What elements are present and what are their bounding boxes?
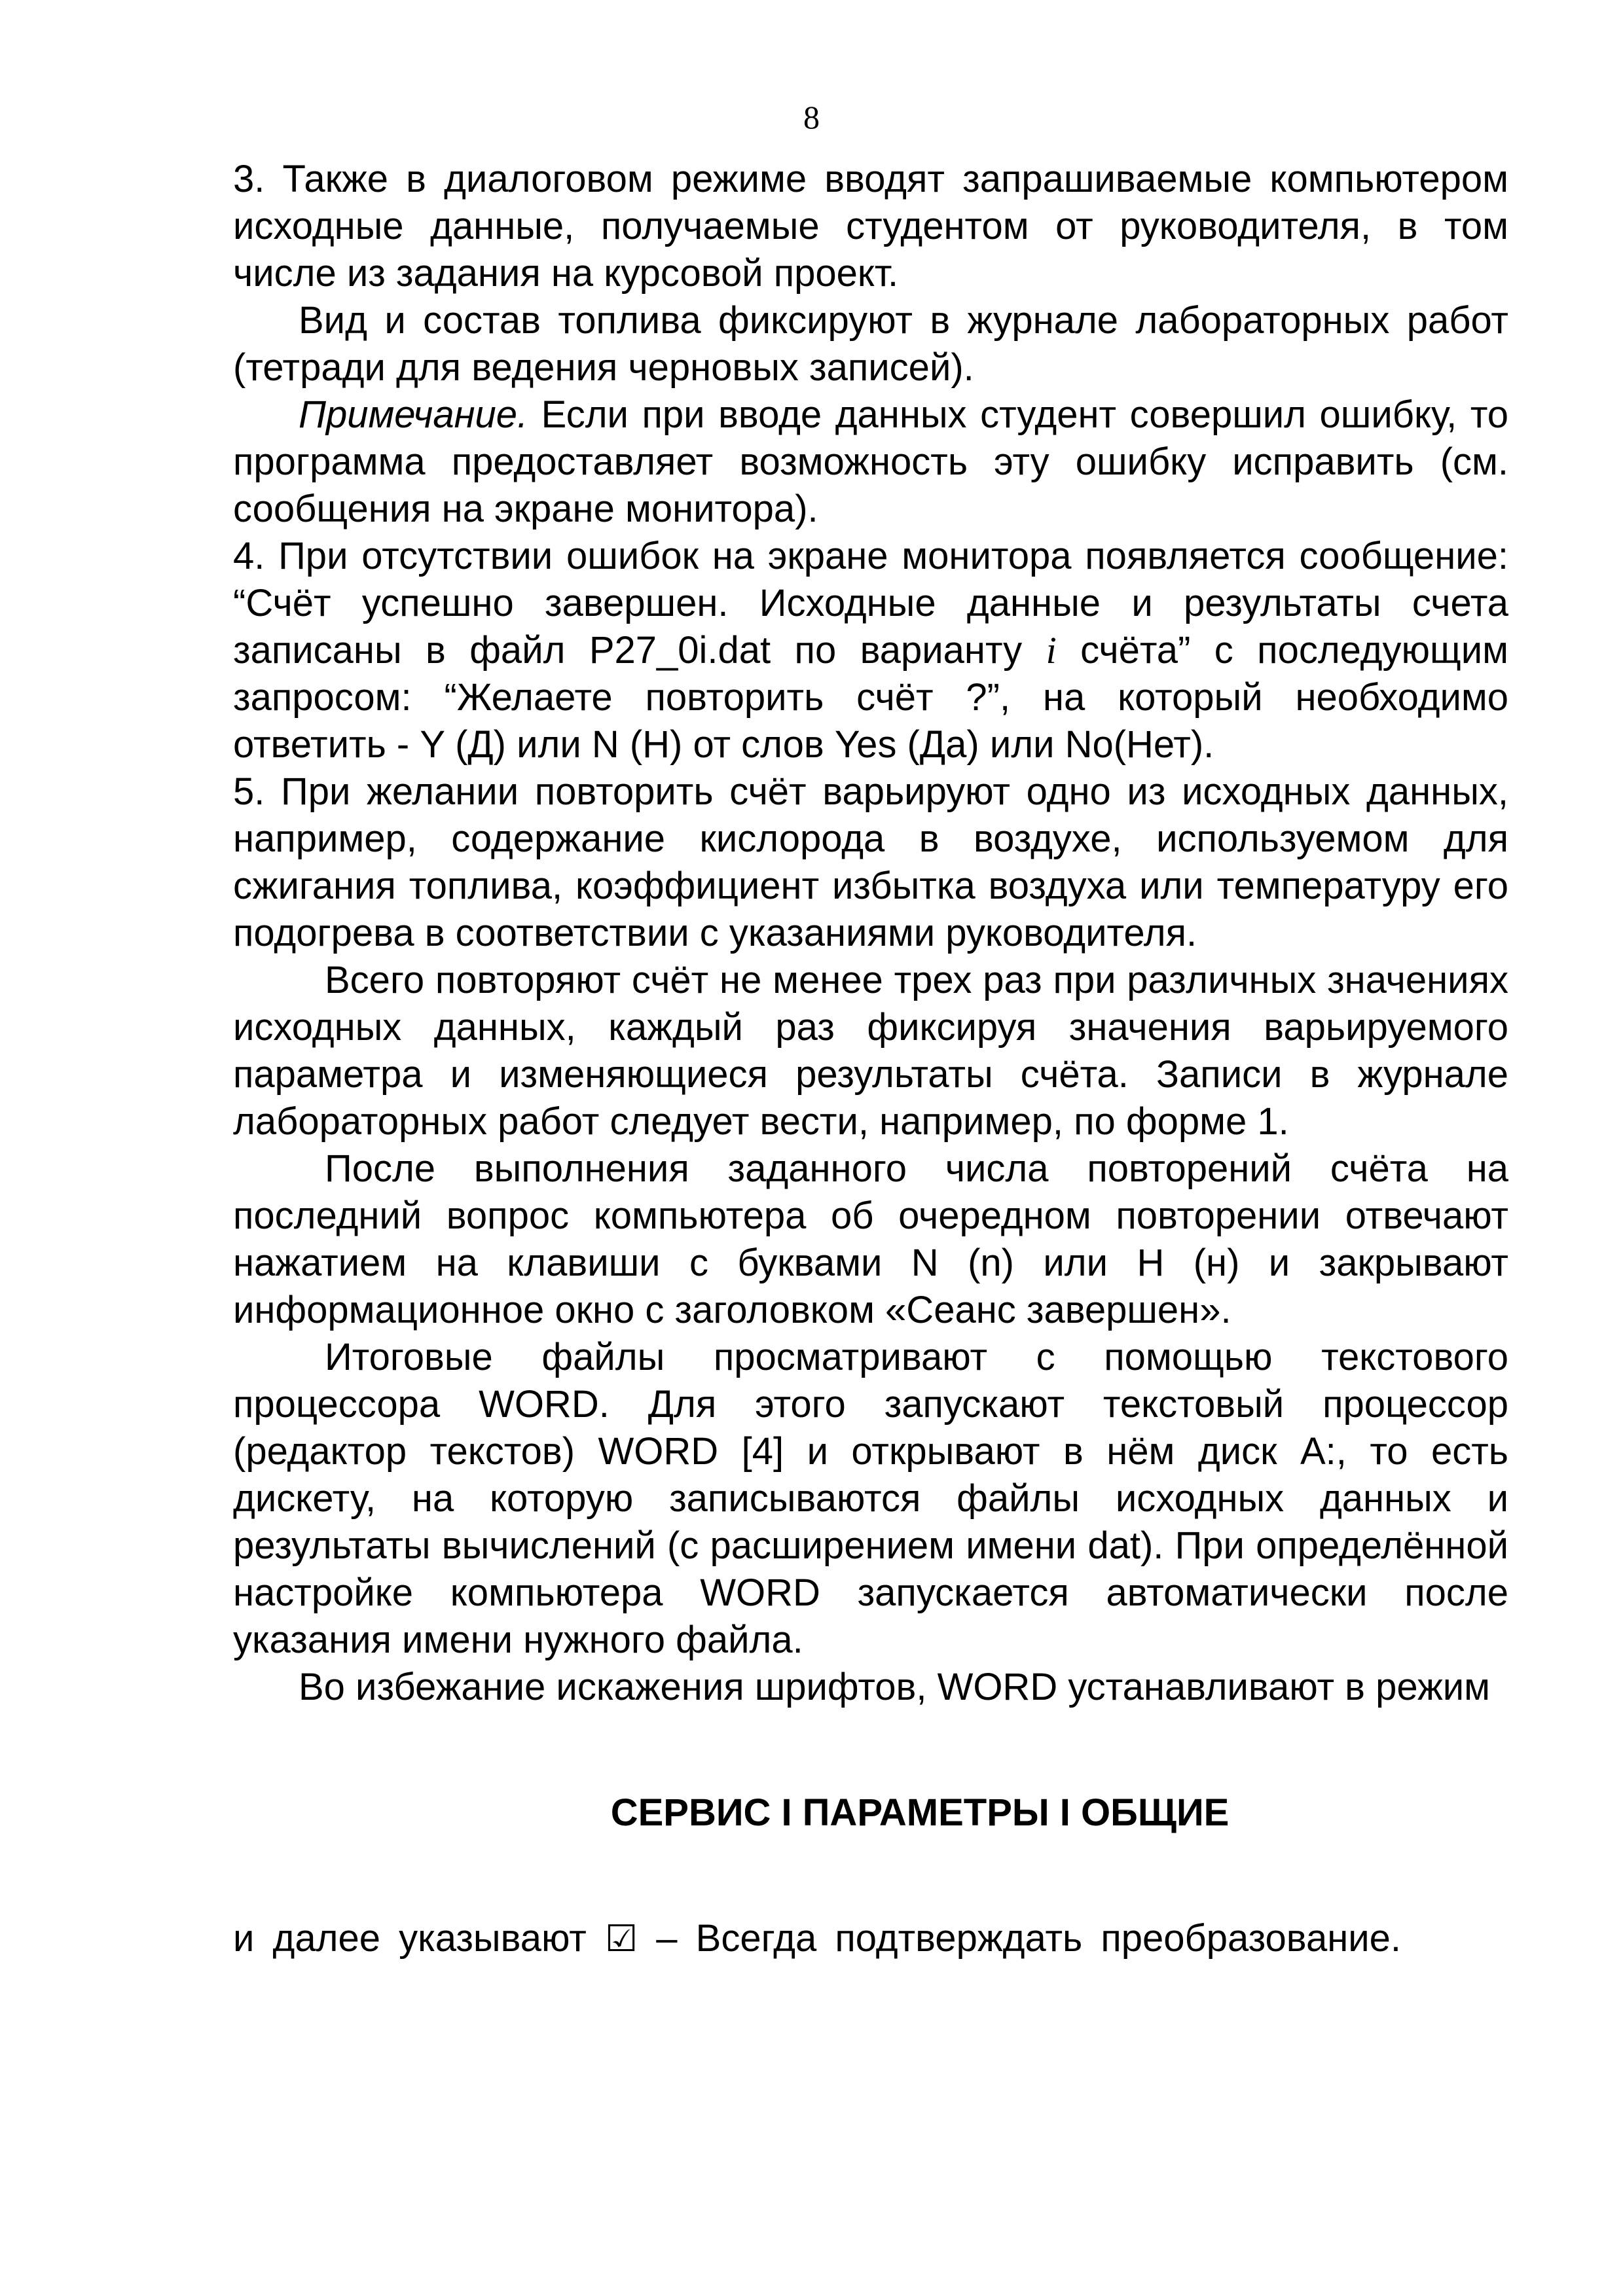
final-text-start: и далее указывают [233,1917,605,1960]
paragraph-step-3: 3. Также в диалоговом режиме вводят запрашиваемые компьютером исходные данные, получаемые студентом от руководителя, в том числе из задания на курсовой проект. [233,158,1508,295]
note-text: Если при вводе данных студент совершил ошибку, то программа предоставляет возможность эту ошибку исправить (см. сообщения на экране монитора). [233,393,1508,530]
paragraph-finish: После выполнения заданного числа повторений счёта на последний вопрос компьютера об очередном повторении отвечают нажатием на клавиши с буквами N (n) или Н (н) и закрывают информационное окно с заголовком «Сеанс завершен». [233,1147,1508,1331]
final-instruction [233,1915,1508,1963]
paragraph-fuel-record: Вид и состав топлива фиксируют в журнале лабораторных работ (тетради для ведения черновых записей). [233,299,1508,389]
paragraph-word-mode: Во избежание искажения шрифтов, WORD устанавливают в режим [299,1666,1491,1708]
page-number: 8 [803,99,820,135]
final-text-end: – Всегда подтверждать преобразование. [638,1917,1402,1960]
paragraph-step-4 [233,533,1508,768]
variant-variable: i [1046,629,1057,672]
checkbox-checked-icon: ☑ [604,1918,638,1960]
paragraph-step-5: 5. При желании повторить счёт варьируют одно из исходных данных, например, содержание кислорода в воздухе, используемом для сжигания топлива, коэффициент избытка воздуха или температуру его подогрева в соответствии с указаниями руководителя. [233,770,1508,954]
step-4-text-end: счёта” с последующим запросом: “Желаете повторить счёт ?”, на который необходимо ответить - Y (Д) или N (Н) от слов Yes (Да) или No(Нет). [233,629,1508,766]
menu-path-heading: СЕРВИС I ПАРАМЕТРЫ I ОБЩИЕ [610,1791,1230,1834]
paragraph-view-files: Итоговые файлы просматривают с помощью текстового процессора WORD. Для этого запускают текстовый процессор (редактор текстов) WORD [4] и открывают в нём диск А:, то есть дискету, на которую записываются файлы исходных данных и результаты вычислений (с расширением имени dat). При определённой настройке компьютера WORD запускается автоматически после указания имени нужного файла. [233,1336,1508,1661]
document-body [233,156,1508,1963]
step-4-text-start: 4. При отсутствии ошибок на экране монитора появляется сообщение: “Счёт успешно завершен. Исходные данные и результаты счета записаны в файл P27_0i.dat по варианту [233,535,1508,672]
paragraph-repeat: Всего повторяют счёт не менее трех раз при различных значениях исходных данных, каждый раз фиксируя значения варьируемого параметра и изменяющиеся результаты счёта. Записи в журнале лабораторных работ следует вести, например, по форме 1. [233,959,1508,1143]
paragraph-note [233,391,1508,533]
note-label: Примечание. [299,393,528,436]
